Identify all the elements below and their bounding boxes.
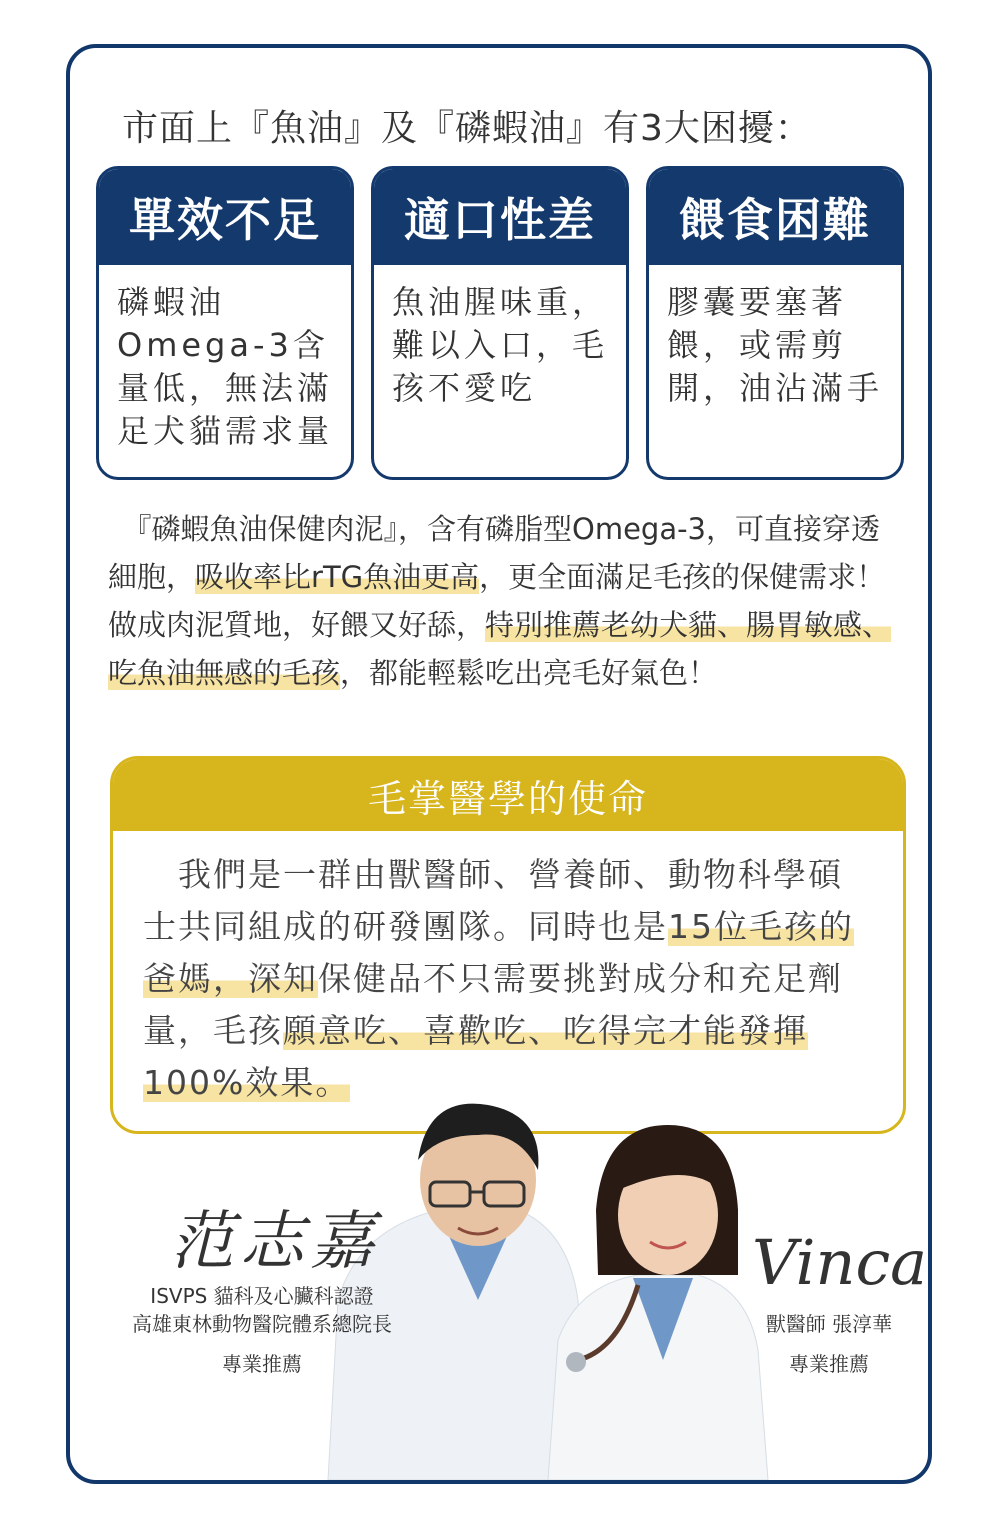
problem-card-2: [371, 166, 629, 480]
desc-highlight: 吸收率比rTG魚油更高: [195, 560, 480, 594]
mission-text: [113, 831, 903, 1109]
card-body: 膠囊要塞著餵，或需剪開，油沾滿手: [667, 283, 884, 407]
doctor1-title-2: 高雄東林動物醫院體系總院長: [132, 1312, 392, 1336]
mission-text-part: 我們是一群由獸醫師、營養師、動物科學碩士共同組成的研發團隊。同時也是: [143, 855, 843, 946]
doctor1-signature: 范志嘉: [170, 1205, 380, 1279]
desc-text: ，更全面滿足毛孩的保健需求！做成肉泥質地，好餵又好舔，: [108, 560, 886, 642]
card-body: 磷蝦油Omega-3含量低，無法滿足犬貓需求量: [117, 283, 334, 450]
desc-highlight: 特別推薦老幼犬貓、腸胃敏感、吃魚油無感的毛孩: [108, 608, 892, 690]
mission-box: [110, 756, 906, 1134]
mission-title: 毛掌醫學的使命: [113, 759, 903, 831]
card-title: 餵食困難: [649, 169, 901, 265]
doctor2-credentials: [746, 1310, 912, 1378]
mission-highlight: 15位毛孩的爸媽，深知: [143, 907, 854, 998]
card-title: 單效不足: [99, 169, 351, 265]
doctor1-title-1: ISVPS 貓科及心臟科認證: [150, 1284, 374, 1308]
product-description: [108, 505, 892, 697]
doctor2-title: 獸醫師 張淳華: [765, 1312, 893, 1336]
card-body: 魚油腥味重，難以入口，毛孩不愛吃: [392, 283, 609, 407]
doctor2-signature: Vinca: [752, 1226, 928, 1299]
mission-highlight: 願意吃、喜歡吃、吃得完才能發揮100%效果。: [143, 1011, 808, 1102]
mission-text-part: 保健品不只需要挑對成分和充足劑量，毛孩: [143, 959, 843, 1050]
problem-card-3: [646, 166, 904, 480]
desc-text: ，都能輕鬆吃出亮毛好氣色！: [340, 656, 718, 690]
problem-card-1: [96, 166, 354, 480]
doctor2-recommend: 專業推薦: [789, 1352, 869, 1376]
page-heading: 市面上『魚油』及『磷蝦油』有3大困擾：: [122, 108, 812, 149]
doctor1-recommend: 專業推薦: [222, 1352, 302, 1376]
card-title: 適口性差: [374, 169, 626, 265]
desc-text: 『磷蝦魚油保健肉泥』，含有磷脂型Omega-3，可直接穿透細胞，: [108, 512, 881, 594]
doctor1-credentials: [100, 1282, 424, 1378]
